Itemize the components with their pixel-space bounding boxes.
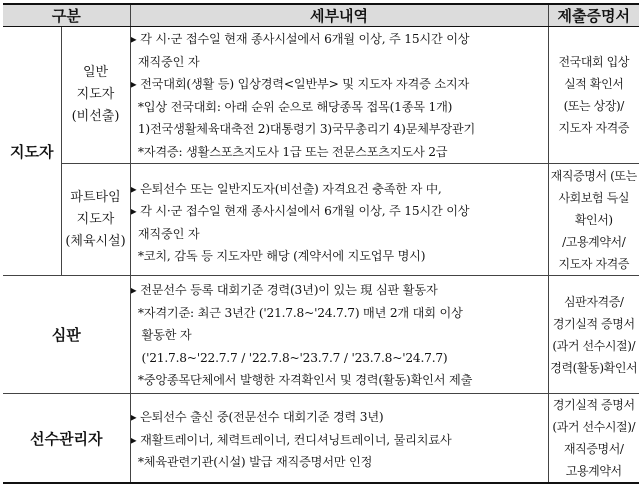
subcategory-line: 파트타임 bbox=[70, 189, 121, 205]
detail-line: *자격기준: 최근 3년간 ('21.7.8~'24.7.7) 매년 2개 대회 이상 bbox=[130, 305, 463, 320]
proof-line: 지도자 자격증 bbox=[558, 256, 630, 271]
table-row bbox=[3, 27, 639, 164]
proof-line: 심판자격증/ bbox=[563, 294, 624, 309]
proof-line: 고용계약서 bbox=[565, 464, 622, 478]
proof-line: (과거 선수시절)/ bbox=[552, 338, 636, 353]
proof-line: 사회보험 득실 bbox=[558, 190, 630, 205]
details-general bbox=[130, 27, 548, 164]
proof-line: (과거 선수시절)/ bbox=[552, 420, 636, 434]
header-proof: 제출증명서 bbox=[548, 4, 639, 27]
detail-line: *체육관련기관(시설) 발급 재직증명서만 인정 bbox=[130, 455, 373, 470]
detail-line: *코치, 감독 등 지도자만 해당 (계약서에 지도업무 명시) bbox=[130, 249, 426, 263]
proof-referee bbox=[548, 276, 639, 394]
detail-line: *자격증: 생활스포츠지도사 1급 또는 전문스포츠지도사 2급 bbox=[130, 144, 448, 159]
proof-line: 경기실적 증명서 bbox=[552, 398, 635, 412]
proof-line: /고용계약서/ bbox=[562, 234, 626, 249]
proof-line: 재직증명서/ bbox=[563, 442, 624, 456]
detail-line: ▸ 은퇴선수 출신 중(전문선수 대회기준 경력 3년) bbox=[130, 410, 384, 425]
detail-line: ▸ 은퇴선수 또는 일반지도자(비선출) 자격요건 충족한 자 中, bbox=[130, 181, 442, 196]
subcategory-line: (체육시설) bbox=[65, 233, 126, 249]
proof-line: (또는 상장)/ bbox=[563, 99, 624, 113]
subcategory-line: 지도자 bbox=[76, 211, 115, 227]
table-row bbox=[3, 276, 639, 394]
proof-line: 전국대회 입상 bbox=[558, 55, 630, 69]
category-instructor: 지도자 bbox=[3, 27, 61, 276]
subcategory-general bbox=[61, 27, 130, 164]
subcategory-line: (비선출) bbox=[71, 109, 120, 124]
proof-line: 재직증명서 (또는 bbox=[550, 168, 637, 183]
details-referee bbox=[130, 276, 548, 394]
detail-line: ▸ 각 시·군 접수일 현재 종사시설에서 6개월 이상, 주 15시간 이상 bbox=[130, 32, 470, 46]
proof-line: 확인서) bbox=[574, 212, 613, 227]
proof-line: 지도자 자격증 bbox=[558, 121, 630, 135]
detail-line: 재직중인 자 bbox=[130, 226, 200, 241]
detail-line: ▸ 전문선수 등록 대회기준 경력(3년)이 있는 現 심판 활동자 bbox=[130, 283, 438, 298]
table-header-row bbox=[3, 4, 639, 27]
detail-line: ('21.7.8~'22.7.7 / '22.7.8~'23.7.7 / '23.7.8~'24.7.7) bbox=[130, 350, 448, 365]
table-row bbox=[3, 394, 639, 484]
subcategory-parttime bbox=[61, 164, 130, 276]
proof-line: 경기실적 증명서 bbox=[552, 316, 635, 331]
subcategory-line: 일반 bbox=[82, 65, 109, 80]
detail-line: *입상 전국대회: 아래 순위 순으로 해당종목 접목(1종목 1개) bbox=[130, 99, 453, 114]
proof-parttime bbox=[548, 164, 639, 276]
subcategory-line: 지도자 bbox=[76, 87, 115, 102]
details-manager bbox=[130, 394, 548, 484]
proof-line: 경력(활동)확인서 bbox=[550, 360, 638, 375]
details-parttime bbox=[130, 164, 548, 276]
category-referee: 심판 bbox=[3, 276, 130, 394]
category-manager: 선수관리자 bbox=[3, 394, 130, 484]
header-details: 세부내역 bbox=[130, 4, 548, 27]
detail-line: *중앙종목단체에서 발행한 자격확인서 및 경력(활동)확인서 제출 bbox=[130, 373, 473, 388]
detail-line: 재직중인 자 bbox=[130, 54, 200, 69]
table-row bbox=[3, 164, 639, 276]
proof-manager bbox=[548, 394, 639, 484]
header-category: 구분 bbox=[3, 4, 130, 27]
proof-general bbox=[548, 27, 639, 164]
proof-line: 실적 확인서 bbox=[564, 77, 624, 91]
eligibility-table bbox=[3, 3, 639, 484]
detail-line: ▸ 전국대회(생활 등) 입상경력<일반부> 및 지도자 자격증 소지자 bbox=[130, 77, 470, 91]
detail-line: ▸ 각 시·군 접수일 현재 종사시설에서 6개월 이상, 주 15시간 이상 bbox=[130, 204, 470, 218]
detail-line: 1)전국생활체육대축전 2)대통령기 3)국무총리기 4)문체부장관기 bbox=[130, 122, 476, 136]
detail-line: ▸ 재활트레이너, 체력트레이너, 컨디셔닝트레이너, 물리치료사 bbox=[130, 432, 452, 447]
detail-line: 활동한 자 bbox=[130, 328, 192, 343]
